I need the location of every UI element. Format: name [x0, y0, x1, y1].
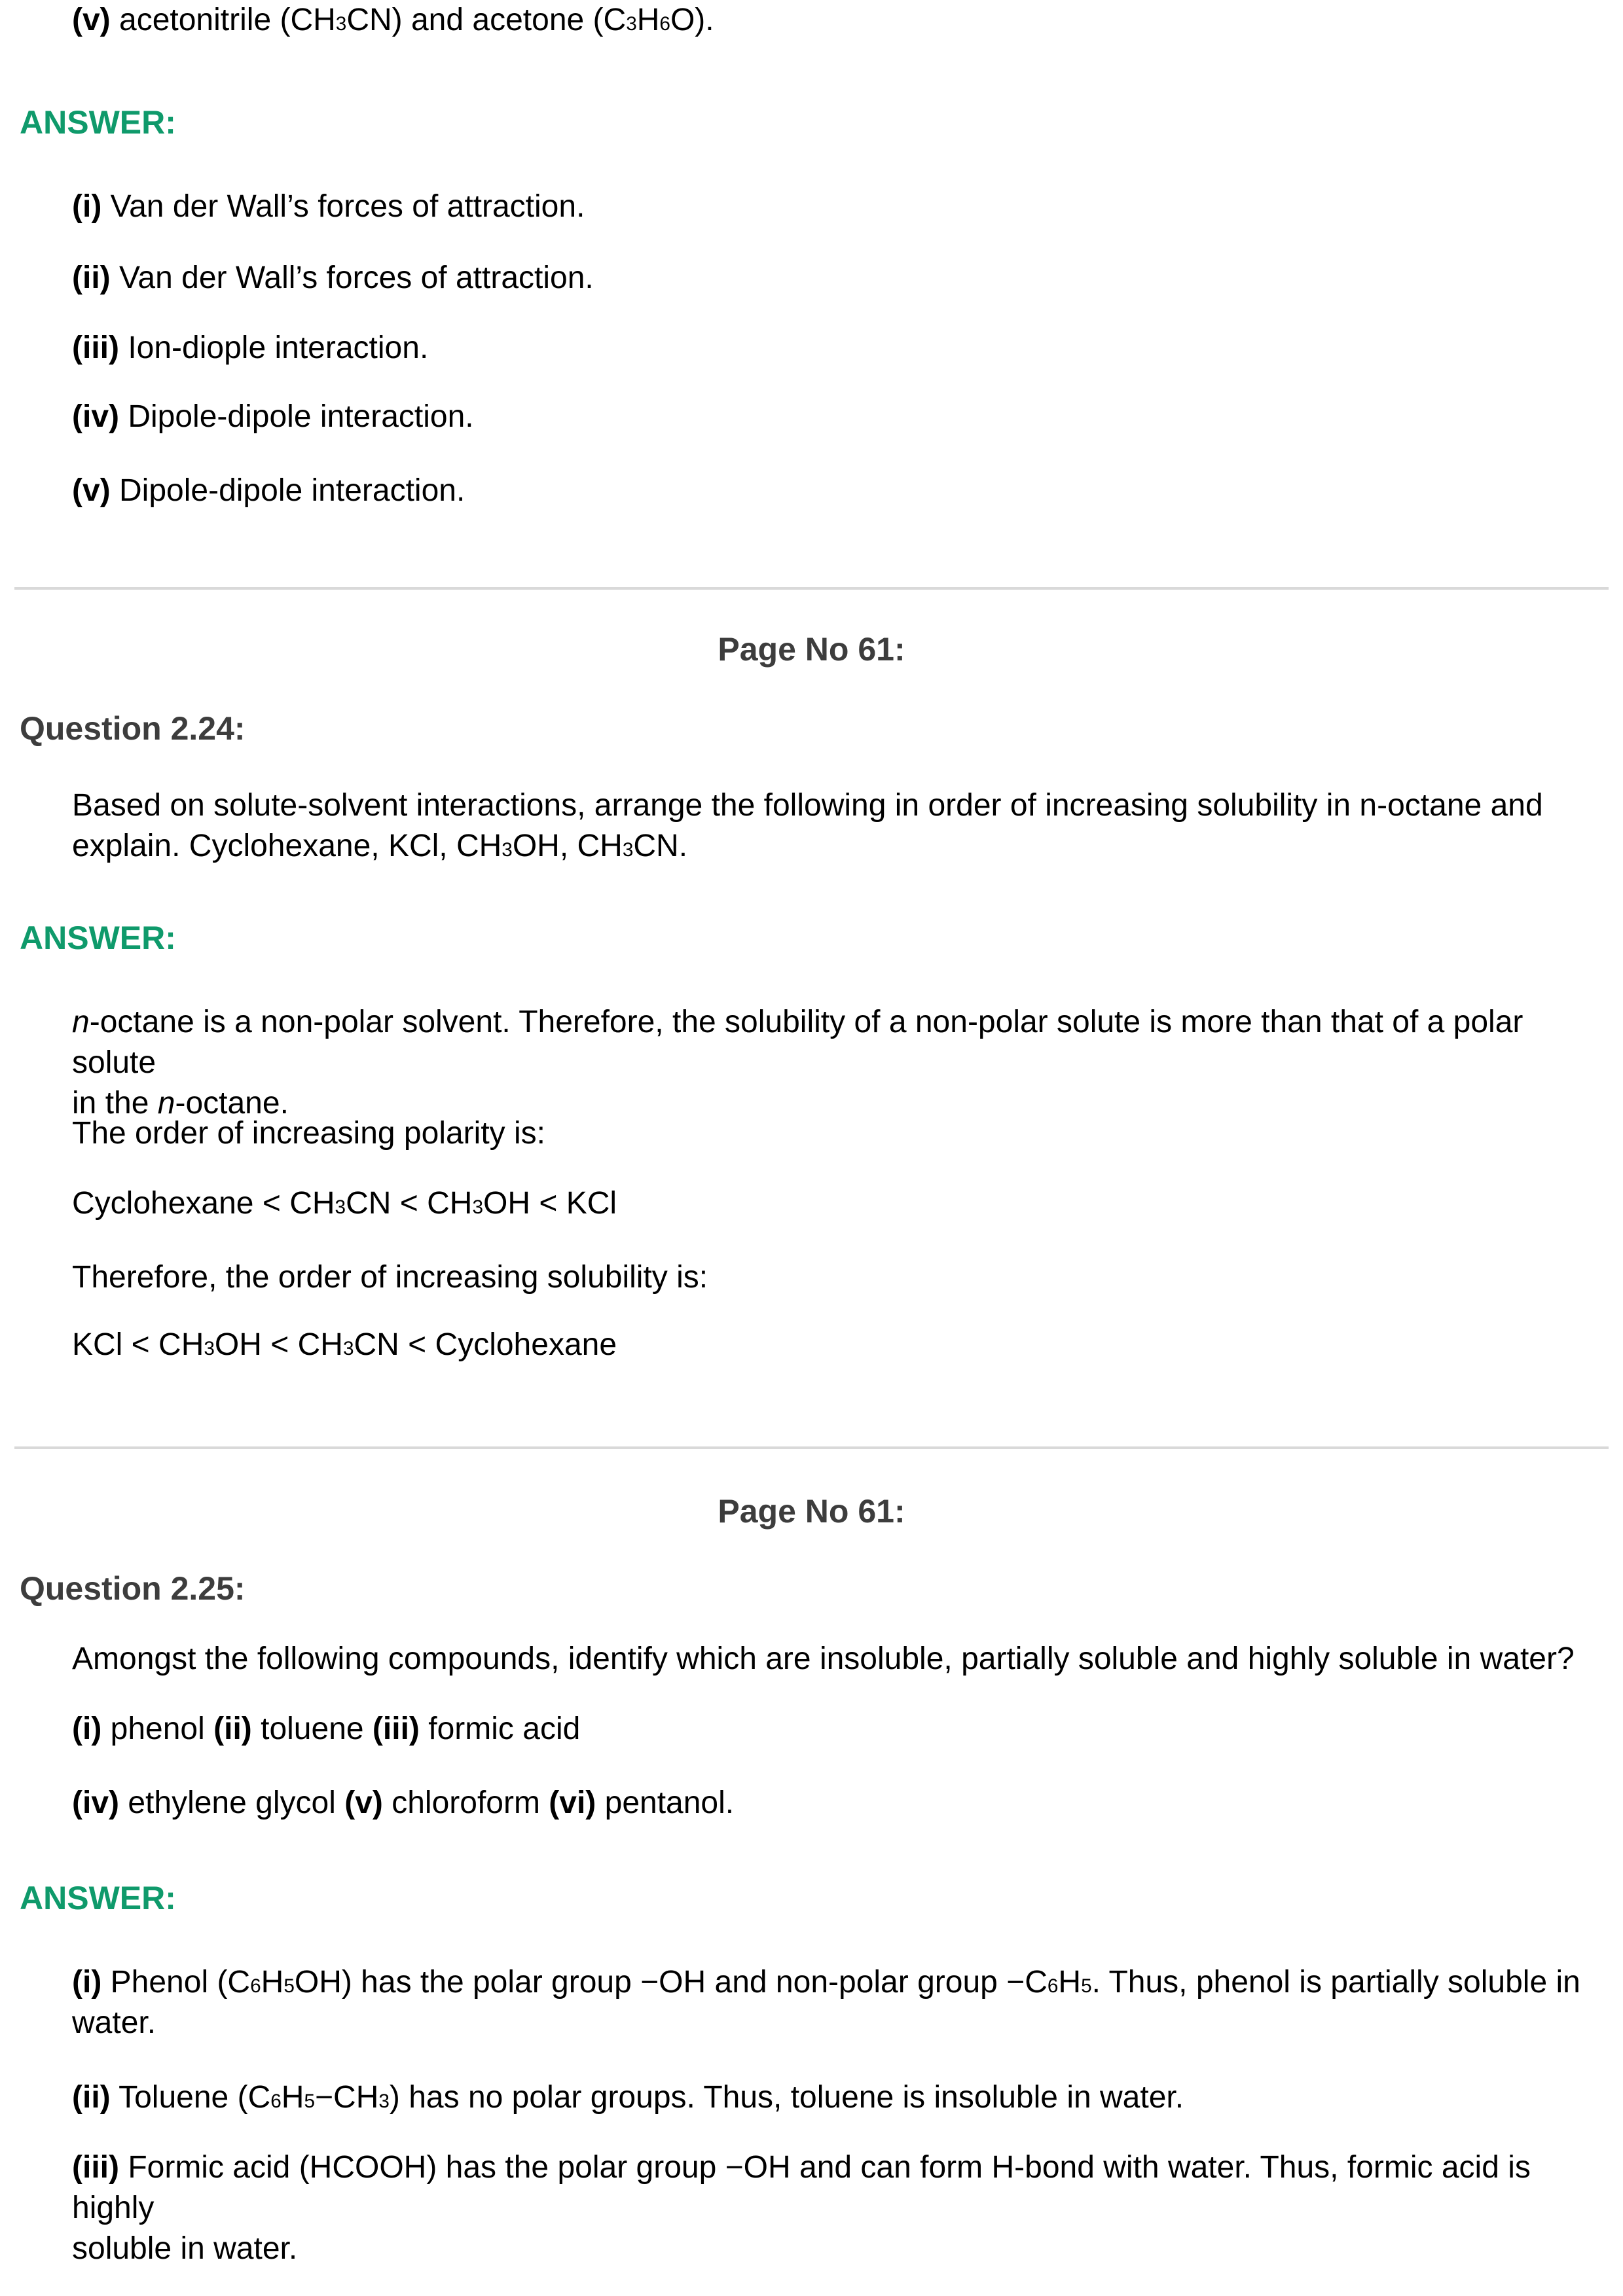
section-divider-2 [14, 1446, 1609, 1449]
intro-answer-iv: (iv) Dipole-dipole interaction. [72, 399, 474, 434]
page-no-heading-2: Page No 61: [718, 1493, 905, 1530]
intro-answer-iii: (iii) Ion-diople interaction. [72, 331, 429, 365]
intro-item-v: (v) acetonitrile $(CH_3CN)$ and acetone $(C_3H_6O)$. [72, 3, 714, 37]
q225-options-line-1: (i) phenol (ii) toluene (iii) formic acid [72, 1712, 581, 1746]
answer-heading-2: ANSWER: [20, 920, 176, 956]
intro-answer-i: (i) Van der Wall’s forces of attraction. [72, 189, 585, 224]
q225-options-line-2: (iv) ethylene glycol (v) chloroform (vi) pentanol. [72, 1785, 735, 1820]
q224-solubility-lead: Therefore, the order of increasing solubility is: [72, 1260, 708, 1295]
question-224-text: Based on solute-solvent interactions, arrange the following in order of increasing solubility in n-octane and explain. Cyclohexane, KCl, $CH_3OH$, $CH_3CN$. [72, 788, 1543, 863]
intro-answer-v: (v) Dipole-dipole interaction. [72, 473, 465, 508]
answer-heading-3: ANSWER: [20, 1880, 176, 1916]
question-225-label: Question 2.25: [20, 1570, 246, 1607]
question-225-text: Amongst the following compounds, identify which are insoluble, partially soluble and highly soluble in water? [72, 1641, 1575, 1676]
question-224-label: Question 2.24: [20, 710, 246, 747]
q225-answer-formic: (iii) Formic acid (HCOOH) has the polar group −OH and can form H-bond with water. Thus, formic acid is highly soluble in water. [72, 2150, 1540, 2266]
q224-answer-intro: n-octane is a non-polar solvent. Therefore, the solubility of a non-polar solute is more than that of a polar solute in the n-octane. [72, 1005, 1532, 1121]
q224-solubility-order: KCl < $CH_3OH < CH_3CN$ < Cyclohexane [72, 1327, 617, 1362]
q225-answer-toluene: (ii) Toluene $(C_6H_5-CH_3)$ has no polar groups. Thus, toluene is insoluble in water. [72, 2080, 1184, 2115]
answer-heading-1: ANSWER: [20, 104, 176, 141]
intro-answer-ii: (ii) Van der Wall’s forces of attraction. [72, 260, 594, 295]
page-no-heading-1: Page No 61: [718, 631, 905, 668]
section-divider-1 [14, 587, 1609, 590]
q224-polarity-order: Cyclohexane < $CH_3CN < CH_3OH$ < KCl [72, 1186, 617, 1221]
q224-polarity-lead: The order of increasing polarity is: [72, 1116, 545, 1151]
q225-answer-phenol: (i) Phenol $(C_6H_5OH)$ has the polar group −OH and non-polar group $-C_6H_5$. Thus, phenol is partially soluble in water. [72, 1965, 1580, 2040]
